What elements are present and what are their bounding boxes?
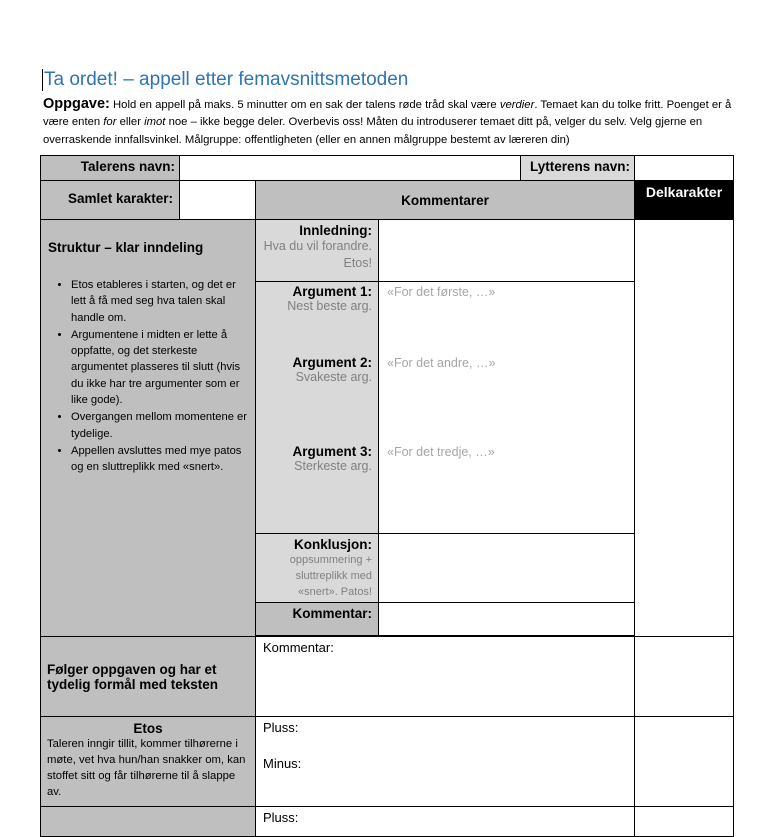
task-description [43,96,733,149]
arg3-placeholder: «For det tredje, …» [387,445,495,459]
document-title: Ta ordet! – appell etter femavsnittsmetoden [44,69,409,90]
conclusion-hint: oppsummering + sluttreplikk med «snert». Patos! [289,554,372,598]
task-text: noe – ikke begge deler. Overbevis oss! Måten du introduserer temaet ditt på, velger du selv. Velg gjerne en overraskende innfallsvinkel. Målgruppe: offentligheten (eller en annen målgruppe bestemt av læreren din) [43,116,703,146]
listener-name-field[interactable] [635,156,734,181]
listener-name-label: Lytterens navn: [521,156,635,181]
etos-description: Taleren inngir tillit, kommer tilhørerne i møte, vet hva hun/han snakker om, kan stoffet sitt og får tilhørerne til å slappe av. [47,738,246,798]
total-grade-label: Samlet karakter: [41,181,180,220]
task-text: . Temaet kan du tolke fritt. Poenget er å være enten [43,99,732,129]
speaker-name-field[interactable] [180,156,521,181]
structure-comment-label: Kommentar: [256,603,379,636]
arguments-label-cell [256,282,379,534]
task-lead: Oppgave: [43,96,110,112]
etos-minus-label: Minus: [263,756,302,771]
arg1-hint: Nest beste arg. [287,299,372,313]
structure-bullet: • Appellen avsluttes med mye patos og en sluttreplikk med «snert». [71,443,247,476]
conclusion-label: Konklusjon: [294,537,372,552]
intro-hint: Hva du vil forandre. Etos! [263,239,372,270]
next-comment-field[interactable] [256,807,635,837]
arg3-hint: Sterkeste arg. [294,459,372,473]
structure-criteria [41,220,256,637]
purpose-comment-label: Kommentar: [263,640,334,655]
part-grade-header: Delkarakter [635,181,734,220]
task-text: Hold en appell på maks. 5 minutter om en sak der talens røde tråd skal være [109,99,500,111]
etos-heading: Etos [133,721,163,736]
arg2-label-block [292,355,372,384]
arg1-placeholder: «For det første, …» [387,285,496,299]
next-plus-label: Pluss: [263,810,299,825]
structure-heading: Struktur – klar inndeling [48,240,204,255]
arg3-label: Argument 3: [292,444,372,459]
intro-comment-field[interactable] [379,220,635,282]
arg2-placeholder: «For det andre, …» [387,356,496,370]
purpose-grade-field[interactable] [635,637,734,717]
task-emphasis: for [103,116,117,129]
structure-bullet: • Argumentene i midten er lette å oppfatte, og det sterkeste argumentet plasseres til slutt (hvis du ikke har tre argumenter som er like gode). [71,327,247,408]
purpose-criteria: Følger oppgaven og har et tydelig formål med teksten [41,637,256,717]
etos-comment-field[interactable] [256,717,635,807]
task-emphasis: verdier [499,99,535,111]
intro-label: Innledning: [299,223,372,238]
arg1-label: Argument 1: [292,284,372,299]
next-grade-field[interactable] [635,807,734,837]
arg2-hint: Svakeste arg. [295,370,372,384]
structure-bullet: • Etos etableres i starten, og det er lett å få med seg hva talen skal handle om. [71,277,247,326]
evaluation-form [40,155,734,837]
arg3-label-block [292,444,372,473]
arg2-label: Argument 2: [292,355,372,370]
next-criteria [41,807,256,837]
arg1-label-block [287,284,372,313]
total-grade-field[interactable] [180,181,256,220]
conclusion-comment-field[interactable] [379,534,635,603]
structure-bullet-list [41,277,255,476]
structure-grade-field[interactable] [635,220,734,637]
speaker-name-label: Talerens navn: [41,156,180,181]
etos-plus-label: Pluss: [263,720,299,735]
task-emphasis: imot [144,116,166,129]
intro-label-cell [256,220,379,282]
etos-criteria [41,717,256,807]
comments-header: Kommentarer [256,181,635,220]
etos-grade-field[interactable] [635,717,734,807]
structure-comment-field[interactable] [379,603,635,636]
structure-bullet: • Overgangen mellom momentene er tydelige. [71,409,247,442]
conclusion-label-cell [256,534,379,603]
purpose-comment-field[interactable] [256,637,635,717]
arguments-comment-field[interactable] [379,282,635,534]
task-text: eller [116,116,145,129]
